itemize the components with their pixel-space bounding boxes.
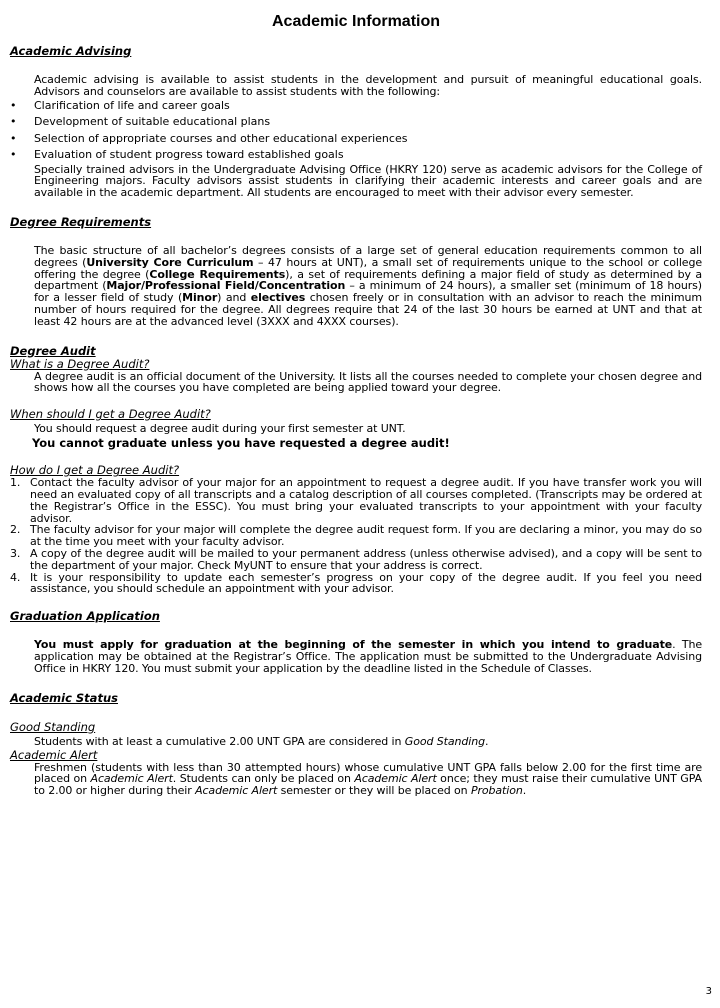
audit-step: 1. Contact the faculty advisor of your major for an appointment to request a degree audit. If you have transfer work you will need an evaluated copy of all transcripts and a catalog description of all courses completed. (Transcripts may be ordered at the Registrar’s Office in the ESSC). You must bring your evaluated transcripts to your appointment with your faculty advisor. [10, 476, 702, 525]
advising-closing: Specially trained advisors in the Undergraduate Advising Office (HKRY 120) serve as academic advisors for the College of Engineering majors. Faculty advisors assist students in clarifying their academic interests and career goals and are available in the academic department. All students are encouraged to meet with their advisor every semester. [34, 162, 702, 200]
degree-requirements-text: The basic structure of all bachelor’s degrees consists of a large set of general education requirements common to all degrees (University Core Curriculum – 47 hours at UNT), a small set of requirements unique to the school or college offering the degree (College Requirements), a set of requirements defining a major field of study as determined by a department (Major/Professional Field/Concentration – a minimum of 24 hours), a smaller set (minimum of 18 hours) for a lesser field of study (Minor) and electives chosen freely or in consultation with an advisor to reach the minimum number of hours required for the degree. All degrees require that 24 of the last 30 hours be earned at UNT and that at least 42 hours are at the advanced level (3XXX and 4XXX courses). [34, 243, 703, 328]
audit-question-what: What is a Degree Audit? [10, 356, 150, 371]
graduation-text: You must apply for graduation at the beginning of the semester in which you intend to graduate. The application may be obtained at the Registrar’s Office. The application must be submitted to the Undergraduate Advising Office in HKRY 120. You must submit your application by the deadline listed in the Schedule of Classes. [34, 638, 703, 675]
audit-answer-when: You should request a degree audit during your first semester at UNT. [34, 422, 406, 436]
audit-question-how: How do I get a Degree Audit? [10, 463, 180, 478]
bullet-icon: • [10, 115, 17, 129]
degree-audit-heading: Degree Audit [10, 343, 96, 358]
audit-step: 2. The faculty advisor for your major will complete the degree audit request form. If you are declaring a minor, you may do so at the time you meet with your faculty advisor. [10, 523, 702, 549]
audit-warning: You cannot graduate unless you have requested a degree audit! [32, 436, 450, 451]
audit-answer-what: A degree audit is an official document of the University. It lists all the courses needed to complete your chosen degree and shows how all the courses you have completed are being applied toward your degree. [34, 369, 702, 395]
page-title: Academic Information [271, 13, 441, 30]
bullet-icon: • [10, 148, 17, 162]
bullet-icon: • [10, 98, 17, 112]
advising-bullets [10, 98, 702, 164]
bullet-icon: • [10, 131, 17, 145]
bullet-item: • Development of suitable educational plans [10, 114, 702, 131]
advising-heading: Academic Advising [10, 44, 132, 58]
bullet-item: • Evaluation of student progress toward established goals [10, 147, 702, 164]
academic-status-heading: Academic Status [10, 690, 118, 705]
good-standing-text: Students with at least a cumulative 2.00 UNT GPA are considered in Good Standing. [34, 734, 489, 748]
audit-question-when: When should I get a Degree Audit? [10, 407, 211, 422]
audit-step: 4. It is your responsibility to update each semester’s progress on your copy of the degree audit. If you feel you need assistance, you should schedule an appointment with your advisor. [10, 570, 702, 596]
audit-step: 3. A copy of the degree audit will be mailed to your permanent address (unless otherwise advised), and a copy will be sent to the department of your major. Check MyUNT to ensure that your address is correct. [10, 546, 702, 572]
good-standing-heading: Good Standing [10, 719, 96, 734]
advising-intro: Academic advising is available to assist students in the development and pursuit of meaningful educational goals. Advisors and counselors are available to assist students with the following: [34, 73, 702, 98]
graduation-heading: Graduation Application [10, 609, 160, 624]
degree-requirements-heading: Degree Requirements [10, 214, 152, 229]
document-page [10, 0, 702, 797]
academic-alert-text: Freshmen (students with less than 30 attempted hours) whose cumulative UNT GPA falls below 2.00 for the first time are placed on Academic Alert. Students can only be placed on Academic Alert once; they must raise their cumulative UNT GPA to 2.00 or higher during their Academic Alert semester or they will be placed on Probation. [34, 760, 702, 798]
page-number: 3 [705, 986, 712, 997]
academic-alert-heading: Academic Alert [10, 747, 98, 762]
bullet-item: • Clarification of life and career goals [10, 98, 702, 115]
bullet-item: • Selection of appropriate courses and other educational experiences [10, 131, 702, 148]
